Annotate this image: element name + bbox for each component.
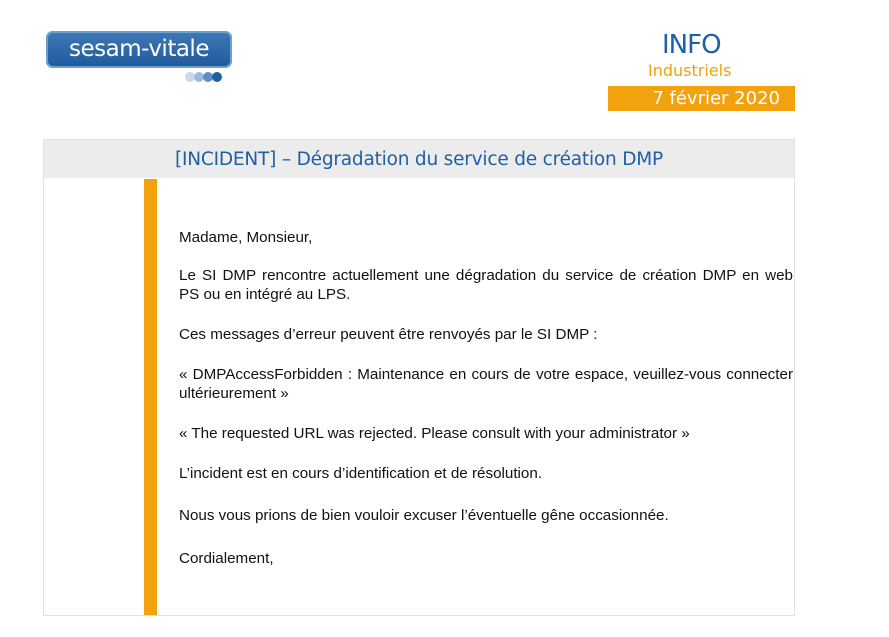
logo-dots: [185, 71, 235, 83]
notice-header: [44, 140, 794, 178]
apology: Nous vous prions de bien vouloir excuser l’éventuelle gêne occasionnée.: [179, 507, 669, 524]
error-message-2: « The requested URL was rejected. Please consult with your administrator »: [179, 425, 690, 442]
intro-paragraph: Le SI DMP rencontre actuellement une dégradation du service de création DMP en web PS ou en intégré au LPS.: [179, 267, 793, 303]
accent-bar: [144, 179, 157, 615]
logo-text: sesam-vitale: [69, 36, 209, 62]
notice-title: [INCIDENT] – Dégradation du service de création DMP: [175, 149, 663, 170]
error-message-1: « DMPAccessForbidden : Maintenance en cours de votre espace, veuillez-vous connecter ultérieurement »: [179, 366, 793, 402]
notice-card: [43, 139, 795, 616]
info-title: INFO: [662, 30, 721, 60]
date-text: 7 février 2020: [652, 88, 780, 109]
incident-status: L’incident est en cours d’identification et de résolution.: [179, 465, 543, 482]
greeting: Madame, Monsieur,: [179, 229, 313, 246]
notice-body: [179, 228, 793, 568]
sesam-vitale-logo: [46, 31, 232, 83]
closing: Cordialement,: [179, 550, 274, 567]
info-subtitle: Industriels: [648, 61, 732, 80]
date-banner: [608, 86, 795, 111]
messages-intro: Ces messages d’erreur peuvent être renvoyés par le SI DMP :: [179, 326, 598, 343]
logo-dot: [212, 72, 222, 82]
